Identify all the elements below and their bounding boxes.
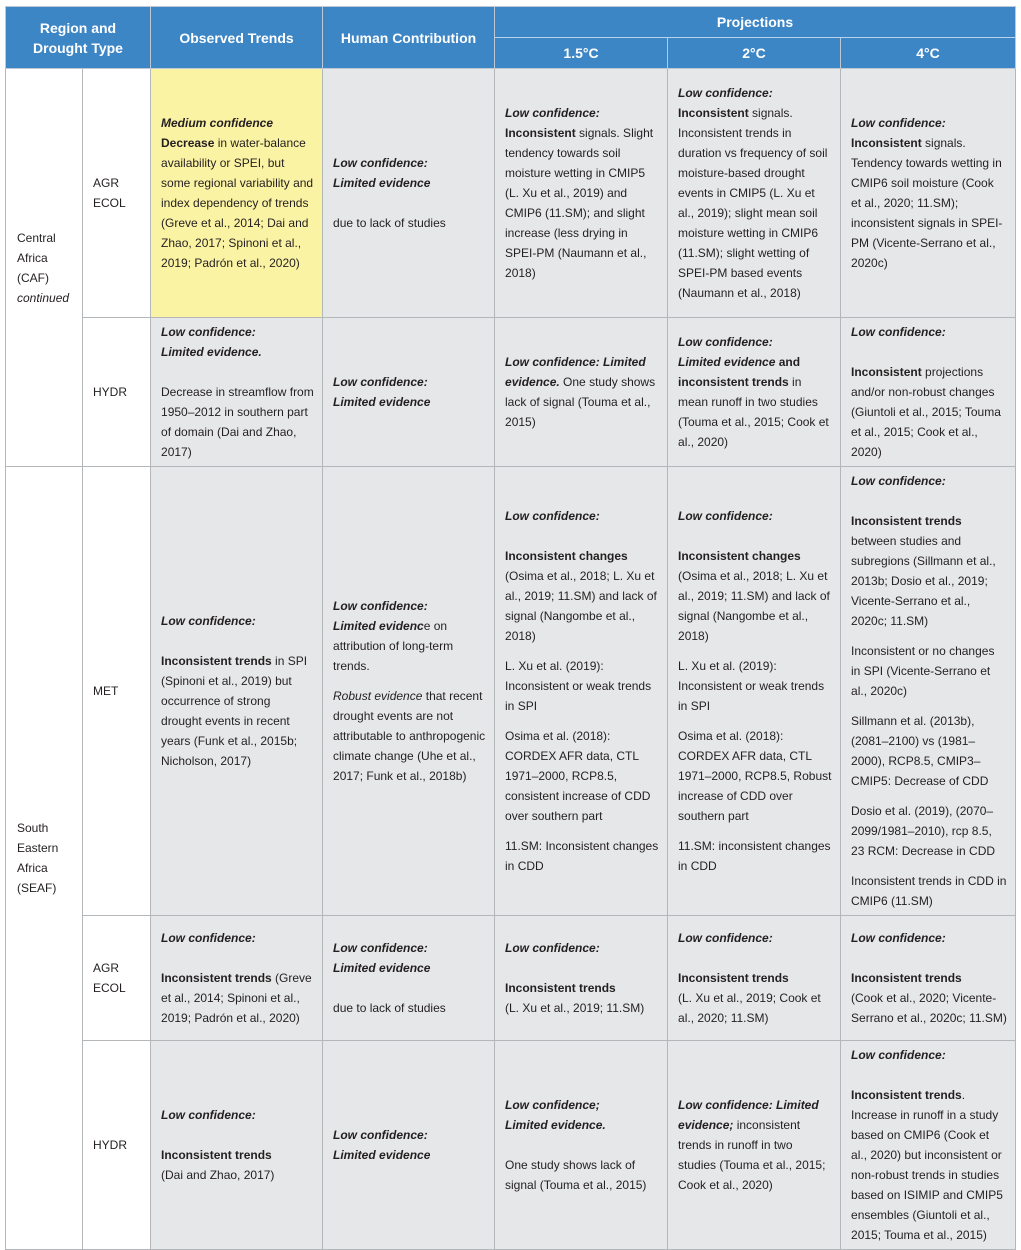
cell-text-run: Limited evidence [333, 1148, 431, 1162]
cell-text-run: Inconsistent trends [161, 971, 272, 985]
cell-text-run: Low confidence: [333, 375, 428, 389]
region-label-seaf [6, 467, 83, 1250]
cell-text-run: Low confidence: [333, 941, 428, 955]
cell-paragraph [678, 1095, 832, 1195]
cell-projection-2c [678, 83, 832, 303]
cell-paragraph [678, 836, 832, 876]
cell-text-run [333, 619, 424, 633]
cell-text-run [851, 931, 946, 945]
cell-paragraph [333, 1125, 486, 1165]
cell-paragraph [851, 641, 1007, 701]
cell-paragraph [851, 871, 1007, 911]
cell-text-run: Low confidence: [161, 1108, 256, 1122]
cell-text-run [333, 961, 430, 975]
drought-type-agr-ecol [83, 916, 151, 1041]
cell-text-run [851, 1048, 946, 1062]
cell-text-run: Inconsistent trends in CDD in CMIP6 (11.SM) [851, 874, 1007, 908]
region-line: Central [17, 230, 56, 245]
region-label-caf [6, 69, 83, 467]
cell-paragraph [161, 113, 314, 273]
cell-text-run: (Dai and Zhao, 2017) [161, 1168, 275, 1182]
cell-text-run: Decrease in streamflow from 1950–2012 in southern part of domain (Dai and Zhao, 2017) [161, 385, 314, 459]
cell-text-run [678, 931, 773, 945]
cell-text-run: in water-balance availability or SPEI, but some regional variability and index dependency of trends (Greve et al., 2014; Dai and Zhao, 2017; Spinoni et al., 2019; Padrón et al., 2020) [161, 136, 314, 270]
cell-text-run [851, 325, 946, 339]
cell-text-run: L. Xu et al. (2019): Inconsistent or weak trends in SPI [678, 659, 825, 713]
cell-text-run: Low confidence: [161, 931, 256, 945]
cell-paragraph [678, 332, 832, 452]
cell-text-run: e on attribution of long-term trends. [333, 619, 454, 673]
cell-projection-4c [851, 322, 1007, 462]
cell-text-run: (Osima et al., 2018; L. Xu et al., 2019; 11.SM) and lack of signal (Nangombe et al., 2018) [678, 569, 830, 643]
cell-text-run: Inconsistent trends [851, 514, 962, 528]
cell-text-run [161, 116, 273, 130]
cell-paragraph [678, 83, 832, 303]
region-continued-note: continued [17, 290, 70, 305]
cell-projection-1-5c [505, 506, 659, 876]
cell-text-run: Limited evidence. [161, 345, 262, 359]
cell-text-run: Sillmann et al. (2013b), (2081–2100) vs (1981–2000), RCP8.5, CMIP3–CMIP5: Decrease of CDD [851, 714, 989, 788]
cell-text-run: Low confidence: Limited evidence; [678, 1098, 819, 1132]
header-observed-trends: Observed Trends [151, 7, 323, 69]
cell-text-run: Inconsistent or no changes in SPI (Vicente-Serrano et al., 2020c) [851, 644, 995, 698]
cell-text-run: Low confidence: Limited evidence. [505, 355, 646, 389]
cell-text-run: Low confidence: [505, 106, 600, 120]
cell-human-contribution [333, 1125, 486, 1165]
cell-text-run: that recent drought events are not attributable to anthropogenic climate change (Uhe et al., 2017; Funk et al., 2018b) [333, 689, 486, 783]
cell-paragraph [505, 352, 659, 432]
drought-type-hydr: HYDR [83, 318, 151, 467]
cell-text-run [851, 474, 946, 488]
cell-text-run: . Increase in runoff in a study based on CMIP6 (Cook et al., 2020) but inconsistent or non-robust trends in studies based on ISIMIP and CMIP5 ensembles (Giuntoli et al., 2015; Touma et al., 2015) [851, 1088, 1003, 1242]
cell-text-run: inconsistent trends [678, 375, 789, 389]
cell-text-run [505, 106, 600, 120]
cell-text-run: Low confidence: [333, 599, 428, 613]
header-projection-4c: 4°C [841, 38, 1016, 69]
region-line: Eastern [17, 841, 59, 855]
cell-text-run: Inconsistent [505, 126, 576, 140]
cell-projection-1-5c [505, 1095, 659, 1195]
cell-paragraph [333, 596, 486, 676]
header-region-drought-type: Region and Drought Type [6, 7, 151, 69]
cell-text-run: in SPI (Spinoni et al., 2019) but occurrence of strong drought events in recent years (Funk et al., 2015b; Nicholson, 2017) [161, 654, 308, 768]
cell-text-run: One study shows lack of signal (Touma et al., 2015) [505, 375, 656, 429]
cell-text-run: L. Xu et al. (2019): Inconsistent or weak trends in SPI [505, 659, 652, 713]
cell-paragraph [851, 711, 1007, 791]
cell-paragraph [505, 103, 659, 283]
cell-text-run: Inconsistent trends [851, 1088, 962, 1102]
cell-text-run: between studies and subregions (Sillmann et al., 2013b; Dosio et al., 2019; Vicente-Serrano et al., 2020c; 11.SM) [851, 534, 996, 628]
cell-text-run: projections and/or non-robust changes (Giuntoli et al., 2015; Touma et al., 2015; Cook et al., 2020) [851, 365, 1001, 459]
cell-text-run [505, 1098, 600, 1112]
cell-human-contribution [333, 596, 486, 786]
row-caf-agr-ecol [6, 69, 1016, 318]
drought-type-line: AGR [93, 961, 120, 975]
cell-text-run [678, 509, 773, 523]
cell-observed-trends [161, 1105, 314, 1185]
cell-text-run [161, 1108, 256, 1122]
cell-paragraph [505, 506, 659, 646]
cell-paragraph [333, 153, 486, 233]
cell-text-run: One study shows lack of signal (Touma et al., 2015) [505, 1158, 647, 1192]
cell-text-run: Low confidence: [678, 509, 773, 523]
drought-type-agr-ecol [83, 69, 151, 318]
cell-text-run: 11.SM: Inconsistent changes in CDD [505, 839, 659, 873]
cell-text-run: Low confidence: [505, 941, 600, 955]
region-line: (SEAF) [17, 881, 57, 895]
cell-projection-4c [851, 928, 1007, 1028]
cell-text-run: Medium confidence [161, 116, 274, 130]
cell-text-run: Low confidence: [333, 156, 428, 170]
cell-text-run: Low confidence: [851, 474, 946, 488]
cell-text-run [678, 86, 773, 100]
row-seaf-met [6, 467, 1016, 916]
cell-text-run [678, 355, 775, 369]
cell-text-run [161, 614, 256, 628]
cell-text-run: Low confidence: [333, 1128, 428, 1142]
cell-text-run: Osima et al. (2018): CORDEX AFR data, CTL 1971–2000, RCP8.5, consistent increase of CDD over southern part [505, 729, 651, 823]
cell-paragraph [161, 611, 314, 771]
cell-text-run [505, 941, 600, 955]
cell-paragraph [505, 1095, 659, 1195]
cell-paragraph [333, 938, 486, 1018]
cell-text-run [333, 1148, 430, 1162]
cell-paragraph [505, 656, 659, 716]
cell-text-run: Low confidence: [161, 325, 256, 339]
cell-text-run: signals. Tendency towards wetting in CMIP6 soil moisture (Cook et al., 2020; 11.SM); inconsistent signals in SPEI-PM (Vicente-Serrano et al., 2020c) [851, 136, 1003, 270]
cell-text-run: Low confidence: [851, 116, 946, 130]
cell-text-run [505, 509, 600, 523]
cell-projection-1-5c [505, 938, 659, 1018]
cell-text-run [161, 931, 256, 945]
cell-text-run: signals. Slight tendency towards soil moisture wetting in CMIP5 (L. Xu et al., 2019) and CMIP6 (11.SM); and slight increase (less drying in SPEI-PM (Naumann et al., 2018) [505, 126, 654, 280]
cell-human-contribution [333, 938, 486, 1018]
cell-paragraph [851, 1045, 1007, 1245]
cell-text-run [161, 345, 262, 359]
cell-paragraph [505, 938, 659, 1018]
cell-text-run: signals. Inconsistent trends in duration vs frequency of soil moisture-based drought events in CMIP5 (L. Xu et al., 2019); slight mean soil moisture wetting in CMIP6 (11.SM); slight wetting of SPEI-PM based events (Naumann et al., 2018) [678, 106, 828, 300]
cell-text-run: Robust evidence [333, 689, 423, 703]
cell-text-run [851, 116, 946, 130]
cell-text-run: Inconsistent trends [505, 981, 616, 995]
cell-paragraph [851, 471, 1007, 631]
cell-text-run: Inconsistent [678, 106, 749, 120]
cell-projection-1-5c [505, 352, 659, 432]
cell-projection-4c [851, 1045, 1007, 1245]
cell-text-run [333, 941, 428, 955]
cell-text-run: Osima et al. (2018): CORDEX AFR data, CTL 1971–2000, RCP8.5, Robust increase of CDD over southern part [678, 729, 832, 823]
cell-paragraph [851, 113, 1007, 273]
drought-type-line: ECOL [93, 196, 126, 210]
cell-text-run: Limited evidence [333, 961, 431, 975]
cell-text-run: inconsistent trends in runoff in two studies (Touma et al., 2015; Cook et al., 2020) [678, 1118, 826, 1192]
cell-paragraph [161, 928, 314, 1028]
cell-text-run [161, 325, 256, 339]
cell-text-run: Limited evidence [333, 176, 431, 190]
cell-text-run: due to lack of studies [333, 216, 446, 230]
cell-text-run: Inconsistent trends [678, 971, 789, 985]
cell-paragraph [851, 801, 1007, 861]
cell-text-run [333, 156, 428, 170]
cell-human-contribution [333, 153, 486, 233]
cell-projection-2c [678, 1095, 832, 1195]
drought-assessment-table [5, 6, 1016, 1250]
cell-text-run: Low confidence: [851, 325, 946, 339]
cell-text-run: Low confidence; [505, 1098, 600, 1112]
cell-projection-4c [851, 113, 1007, 273]
cell-text-run [333, 1128, 428, 1142]
cell-text-run [333, 176, 430, 190]
region-line: Africa [17, 861, 48, 875]
cell-paragraph [505, 836, 659, 876]
cell-text-run: Low confidence: [161, 614, 256, 628]
cell-paragraph [851, 928, 1007, 1028]
cell-text-run: (L. Xu et al., 2019; 11.SM) [505, 1001, 645, 1015]
cell-text-run [333, 395, 430, 409]
cell-text-run: (Greve et al., 2014; Spinoni et al., 2019; Padrón et al., 2020) [161, 971, 312, 1025]
cell-text-run: Low confidence: [678, 86, 773, 100]
header-projections: Projections [495, 7, 1016, 38]
header-projection-1-5c: 1.5°C [495, 38, 668, 69]
region-line: Africa [17, 250, 48, 265]
cell-projection-2c [678, 506, 832, 876]
cell-text-run: Inconsistent changes [505, 549, 628, 563]
cell-projection-2c [678, 928, 832, 1028]
cell-human-contribution [333, 372, 486, 412]
cell-projection-4c [851, 471, 1007, 911]
cell-text-run: Limited evidence. [505, 1118, 606, 1132]
cell-text-run: Low confidence: [851, 931, 946, 945]
region-line: (CAF) [17, 270, 49, 285]
cell-text-run: in mean runoff in two studies (Touma et al., 2015; Cook et al., 2020) [678, 375, 829, 449]
cell-text-run: and [775, 355, 801, 369]
cell-paragraph [678, 656, 832, 716]
cell-paragraph [851, 322, 1007, 462]
drought-type-line: ECOL [93, 981, 126, 995]
cell-text-run: (L. Xu et al., 2019; Cook et al., 2020; 11.SM) [678, 991, 821, 1025]
region-line: South [17, 821, 49, 835]
cell-paragraph [333, 372, 486, 412]
cell-text-run: Dosio et al. (2019), (2070–2099/1981–2010), rcp 8.5, 23 RCM: Decrease in CDD [851, 804, 996, 858]
row-seaf-agr-ecol [6, 916, 1016, 1041]
drought-type-line: AGR [93, 176, 120, 190]
cell-text-run: Low confidence: [678, 931, 773, 945]
cell-paragraph [678, 726, 832, 826]
cell-text-run: Limited evidence [333, 395, 431, 409]
cell-text-run: Decrease [161, 136, 215, 150]
cell-text-run: (Osima et al., 2018; L. Xu et al., 2019; 11.SM) and lack of signal (Nangombe et al., 2018) [505, 569, 657, 643]
cell-text-run: 11.SM: inconsistent changes in CDD [678, 839, 831, 873]
drought-type-met: MET [83, 467, 151, 916]
cell-paragraph [333, 686, 486, 786]
row-caf-hydr [6, 318, 1016, 467]
header-projection-2c: 2°C [668, 38, 841, 69]
cell-paragraph [678, 928, 832, 1028]
cell-text-run [678, 335, 773, 349]
header-human-contribution: Human Contribution [323, 7, 495, 69]
cell-observed-trends [161, 113, 314, 273]
cell-observed-trends [161, 611, 314, 771]
cell-text-run: (Cook et al., 2020; Vicente-Serrano et al., 2020c; 11.SM) [851, 991, 1007, 1025]
cell-text-run: Inconsistent [851, 136, 922, 150]
cell-text-run [505, 1118, 606, 1132]
cell-text-run: Low confidence: [851, 1048, 946, 1062]
cell-text-run: Low confidence: [678, 335, 773, 349]
cell-paragraph [161, 322, 314, 462]
cell-paragraph [505, 726, 659, 826]
cell-text-run [333, 599, 428, 613]
cell-paragraph [678, 506, 832, 646]
cell-text-run: due to lack of studies [333, 1001, 446, 1015]
cell-projection-1-5c [505, 103, 659, 283]
cell-observed-trends [161, 322, 314, 462]
cell-observed-trends [161, 928, 314, 1028]
cell-text-run: Low confidence: [505, 509, 600, 523]
cell-text-run: Limited evidence [678, 355, 776, 369]
row-seaf-hydr [6, 1041, 1016, 1250]
drought-type-hydr: HYDR [83, 1041, 151, 1250]
cell-text-run [333, 375, 428, 389]
cell-paragraph [161, 1105, 314, 1185]
cell-projection-2c [678, 332, 832, 452]
cell-text-run: Inconsistent trends [161, 1148, 272, 1162]
cell-text-run: Inconsistent changes [678, 549, 801, 563]
cell-text-run: Inconsistent trends [161, 654, 272, 668]
cell-text-run: Limited evidenc [333, 619, 424, 633]
cell-text-run: Inconsistent [851, 365, 922, 379]
cell-text-run: Inconsistent trends [851, 971, 962, 985]
